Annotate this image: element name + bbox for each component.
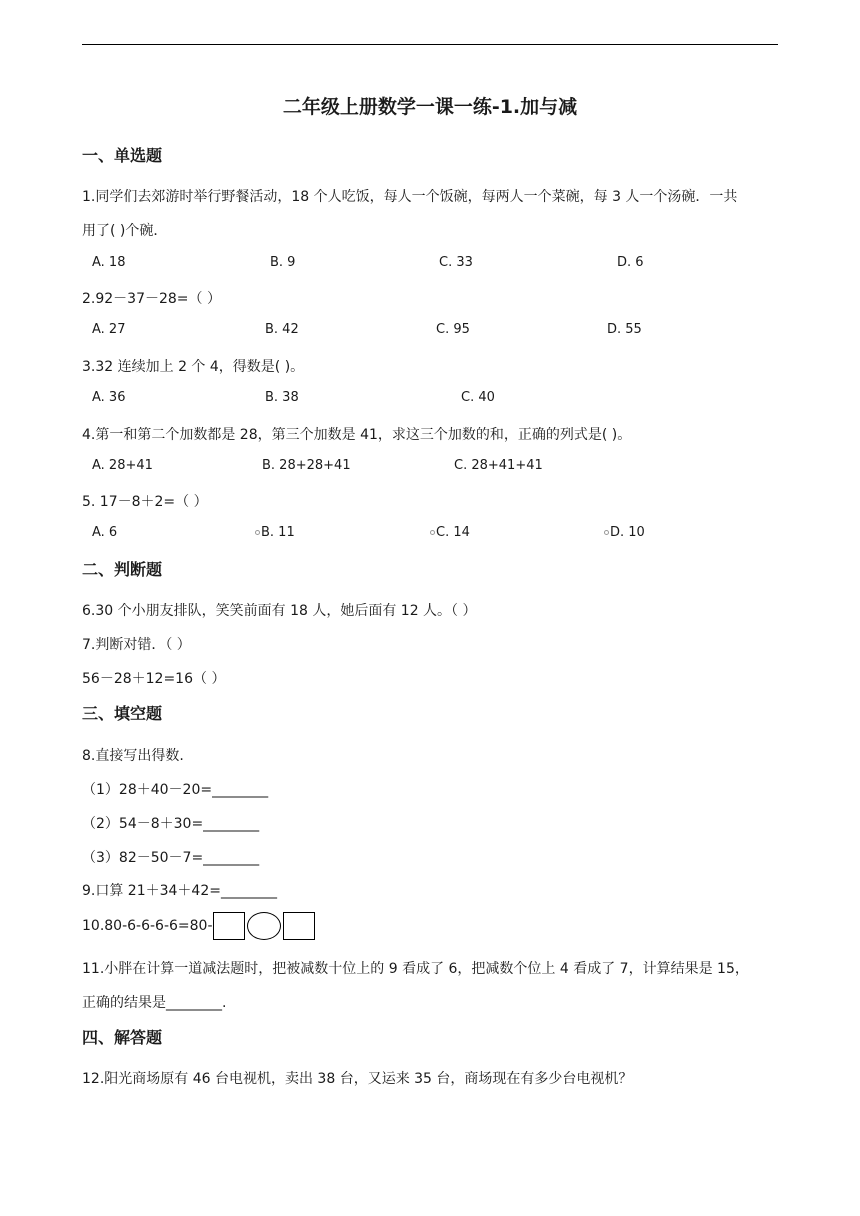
section-heading-single-choice: 一、单选题 <box>82 146 163 165</box>
question-4-option-c: C. 28+41+41 <box>454 458 543 473</box>
question-1-line2: 用了( )个碗． <box>82 223 168 239</box>
answer-box-square <box>283 912 315 940</box>
question-8-item-3: （3）82－50－7=________ <box>82 850 260 866</box>
question-4-option-a: A. 28+41 <box>92 458 153 473</box>
question-5-option-c <box>430 525 470 540</box>
question-11-line2: 正确的结果是________. <box>82 995 227 1011</box>
bullet-dot-icon <box>430 530 435 535</box>
question-5-option-b-label: B. 11 <box>261 525 295 540</box>
question-1-option-b: B. 9 <box>270 255 296 270</box>
question-11-line1: 11.小胖在计算一道减法题时，把被减数十位上的 9 看成了 6，把减数个位上 4 看成了 7，计算结果是 15， <box>82 961 749 977</box>
question-3-option-b: B. 38 <box>265 390 299 405</box>
question-2-option-c: C. 95 <box>436 322 470 337</box>
question-4-option-b: B. 28+28+41 <box>262 458 351 473</box>
question-2-option-a: A. 27 <box>92 322 126 337</box>
question-5-option-a: A. 6 <box>92 525 118 540</box>
page-title: 二年级上册数学一课一练-1.加与减 <box>282 96 578 118</box>
section-heading-true-false: 二、判断题 <box>82 560 163 579</box>
question-10-text: 10.80-6-6-6-6=80- <box>82 918 213 934</box>
question-6: 6.30 个小朋友排队，笑笑前面有 18 人，她后面有 12 人。（ ） <box>82 603 477 619</box>
question-12: 12.阳光商场原有 46 台电视机，卖出 38 台，又运来 35 台，商场现在有多少台电视机？ <box>82 1071 633 1087</box>
answer-box-circle <box>247 912 281 940</box>
question-5-option-d-label: D. 10 <box>610 525 645 540</box>
question-1-option-a: A. 18 <box>92 255 126 270</box>
question-8-item-2: （2）54－8＋30=________ <box>82 816 260 832</box>
bullet-dot-icon <box>255 530 260 535</box>
section-heading-fill-blank: 三、填空题 <box>82 704 163 723</box>
question-10 <box>82 912 315 940</box>
question-7: 7.判断对错．（ ） <box>82 637 191 653</box>
question-2: 2.92－37－28=（ ） <box>82 291 221 307</box>
answer-box-square <box>213 912 245 940</box>
header-rule <box>82 44 778 45</box>
question-7-statement: 56－28＋12=16（ ） <box>82 671 226 687</box>
question-3: 3.32 连续加上 2 个 4，得数是( )。 <box>82 359 305 375</box>
question-5-option-c-label: C. 14 <box>436 525 470 540</box>
question-9: 9.口算 21＋34＋42=________ <box>82 883 277 899</box>
question-1-line1: 1.同学们去郊游时举行野餐活动，18 个人吃饭，每人一个饭碗，每两人一个菜碗，每 3 人一个汤碗．一共 <box>82 189 738 205</box>
question-4: 4.第一和第二个加数都是 28，第三个加数是 41，求这三个加数的和，正确的列式是( )。 <box>82 427 632 443</box>
question-3-option-c: C. 40 <box>461 390 495 405</box>
section-heading-word-problems: 四、解答题 <box>82 1028 163 1047</box>
question-5-option-d <box>604 525 645 540</box>
question-5: 5. 17－8＋2=（ ） <box>82 494 208 510</box>
question-3-option-a: A. 36 <box>92 390 126 405</box>
question-1-option-c: C. 33 <box>439 255 473 270</box>
bullet-dot-icon <box>604 530 609 535</box>
question-2-option-d: D. 55 <box>607 322 642 337</box>
question-2-option-b: B. 42 <box>265 322 299 337</box>
question-8: 8.直接写出得数. <box>82 748 184 764</box>
question-8-item-1: （1）28＋40－20=________ <box>82 782 269 798</box>
question-5-option-b <box>255 525 295 540</box>
question-1-option-d: D. 6 <box>617 255 644 270</box>
